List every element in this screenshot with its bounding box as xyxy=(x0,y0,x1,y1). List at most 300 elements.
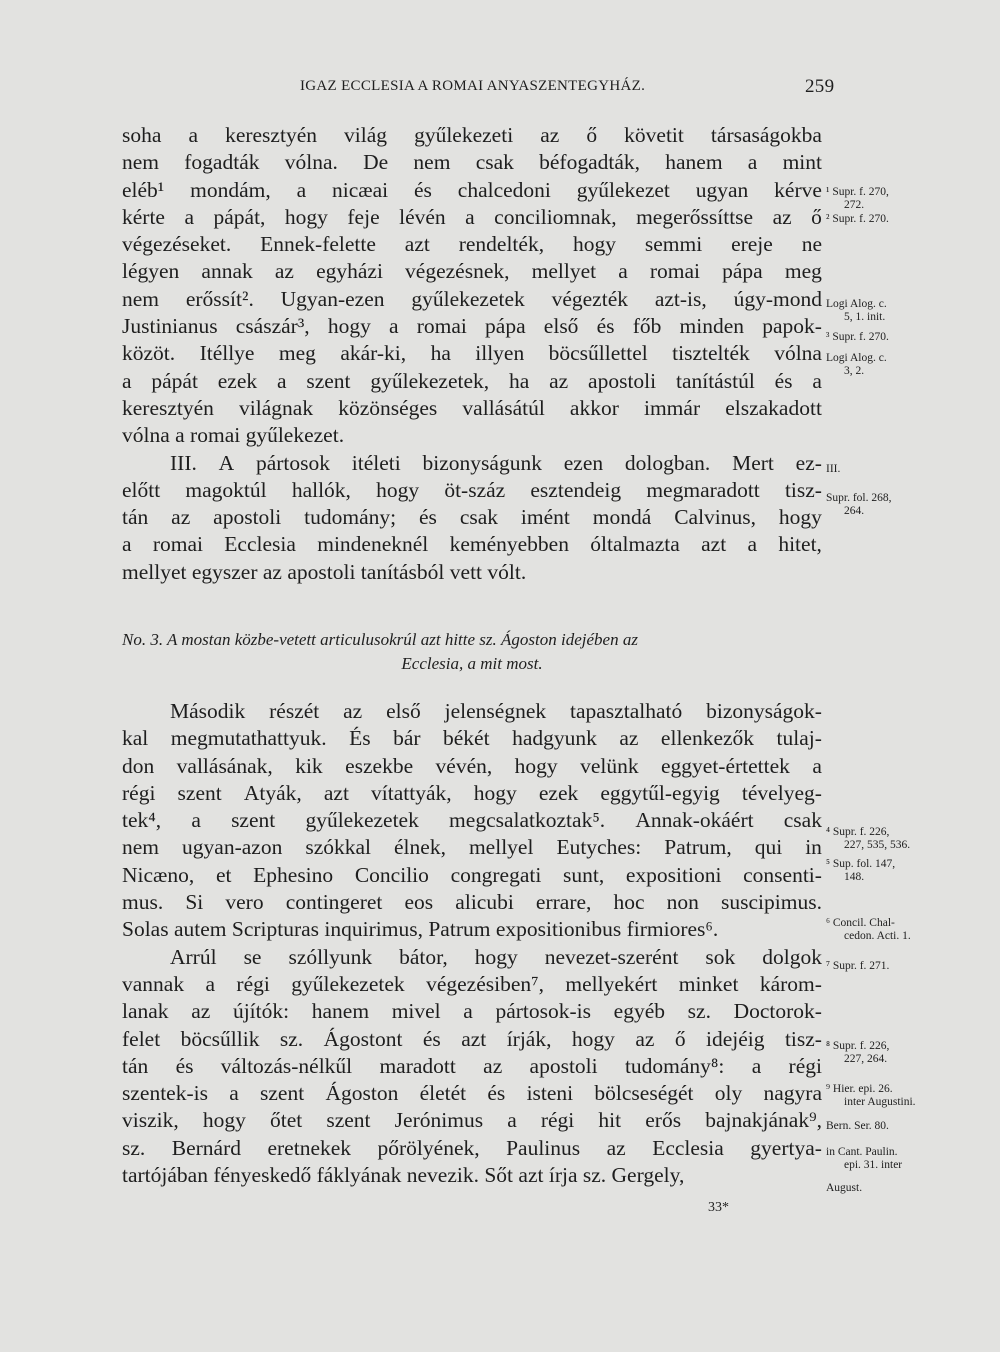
word: Ágoston xyxy=(325,1081,399,1106)
word: tulaj- xyxy=(776,726,822,751)
word: a xyxy=(184,204,194,229)
word: suscipimus. xyxy=(721,890,822,915)
text-line xyxy=(122,944,822,971)
word: imént xyxy=(520,505,570,530)
margin-note-line: III. xyxy=(826,463,841,475)
word: a xyxy=(463,999,473,1024)
word: tisz- xyxy=(784,477,822,502)
word: errare, xyxy=(535,890,592,915)
word: csak xyxy=(783,808,822,833)
word: és xyxy=(422,1026,441,1051)
text-line: vólna a romai gyűlekezet. xyxy=(122,423,345,448)
word: mindeneknél xyxy=(317,532,429,557)
word: gyűlekezetek xyxy=(305,808,419,833)
word: Ephesino xyxy=(253,862,334,887)
word: ugyan xyxy=(695,177,749,202)
text-line: tartójában fényeskedő fáklyának nevezik. Sőt azt írja sz. Gergely, xyxy=(122,1163,685,1188)
word: hogy xyxy=(376,477,420,502)
margin-note-line: 5, 1. init. xyxy=(844,311,886,323)
word: congregati xyxy=(450,862,542,887)
margin-note-line: inter Augustini. xyxy=(844,1096,916,1108)
word: magoktúl xyxy=(185,477,267,502)
word: szent xyxy=(260,1081,305,1106)
word: mondám, xyxy=(190,177,271,202)
word: et xyxy=(215,862,232,887)
word: don xyxy=(122,753,155,778)
word: a xyxy=(812,753,822,778)
word: ereje xyxy=(731,232,773,257)
margin-note-line: 264. xyxy=(844,505,865,517)
word: azt xyxy=(323,780,349,805)
text-line xyxy=(122,531,822,558)
word: megmaradott xyxy=(646,477,760,502)
word: pápát xyxy=(151,368,198,393)
text-line xyxy=(122,834,822,861)
word: a xyxy=(191,808,201,833)
word: hadgyunk xyxy=(512,726,597,751)
word: csak xyxy=(459,505,499,530)
word: gyűlekezetek, xyxy=(370,368,490,393)
word: végezéseket. xyxy=(122,232,232,257)
word: világ xyxy=(344,123,388,147)
word: a xyxy=(747,532,758,557)
word: esztendeig xyxy=(530,477,622,502)
word: böcsűllik xyxy=(180,1026,260,1051)
word: a xyxy=(229,1081,239,1106)
text-line xyxy=(122,286,822,313)
word: Calvinus, xyxy=(674,505,757,530)
margin-note xyxy=(826,917,996,943)
word: conciliomnak, xyxy=(494,204,617,229)
word: vallásának, xyxy=(176,753,273,778)
word: romai xyxy=(152,532,203,557)
word: életét xyxy=(419,1081,467,1106)
text-line xyxy=(122,231,822,258)
word: bajnakjának⁹, xyxy=(705,1108,822,1133)
word: Nicæno, xyxy=(122,862,195,887)
margin-note xyxy=(826,186,996,212)
word: apostoli xyxy=(213,505,282,530)
word: közöt. xyxy=(122,341,176,366)
word: ő xyxy=(811,204,822,229)
word: császár³, xyxy=(235,314,310,339)
word: régi xyxy=(788,1053,822,1078)
margin-note xyxy=(826,1040,996,1066)
word: hit xyxy=(598,1108,622,1133)
word: az xyxy=(191,999,211,1024)
word: velünk xyxy=(580,753,639,778)
word: böcsűllettel xyxy=(548,341,648,366)
word: feje xyxy=(347,204,380,229)
word: vólna. xyxy=(284,150,338,175)
word: tán xyxy=(122,1053,149,1078)
word: hoc xyxy=(613,890,645,915)
margin-note-line: Supr. fol. 268, xyxy=(826,492,892,504)
word: hogy xyxy=(514,753,558,778)
text-line xyxy=(122,971,822,998)
word: légyen xyxy=(122,259,180,284)
word: papok- xyxy=(762,314,822,339)
word: rendelték, xyxy=(458,232,545,257)
word: pártosok-is xyxy=(495,999,592,1024)
word: bátor, xyxy=(399,944,448,969)
word: mellyet xyxy=(531,259,597,284)
word: vítattyák, xyxy=(371,780,452,805)
text-line xyxy=(122,313,822,340)
margin-note xyxy=(826,213,996,226)
margin-note-line: 272. xyxy=(844,199,865,211)
word: III. xyxy=(170,450,197,475)
word: Eutyches: xyxy=(556,835,642,860)
word: mus. xyxy=(122,890,164,915)
word: megmutathattyuk. xyxy=(170,726,327,751)
word: és xyxy=(487,1081,506,1106)
word: megerőssíttse xyxy=(636,204,754,229)
word: Bernárd xyxy=(171,1135,242,1160)
word: gyűlekezetek xyxy=(291,971,405,996)
word: romai xyxy=(416,314,467,339)
word: és xyxy=(774,368,793,393)
word: szent xyxy=(326,1108,371,1133)
word: non xyxy=(666,890,699,915)
margin-note-line: ⁹ Hier. epi. 26. xyxy=(826,1083,893,1095)
word: az xyxy=(549,368,569,393)
section-caption xyxy=(122,628,822,676)
word: De xyxy=(363,150,389,175)
margin-note-line: 148. xyxy=(844,871,865,883)
word: Jerónimus xyxy=(394,1108,484,1133)
word: hogy xyxy=(778,505,822,530)
word: vólna xyxy=(774,341,822,366)
word: idejéig xyxy=(706,1026,765,1051)
word: előtt xyxy=(122,477,161,502)
word: az xyxy=(772,204,792,229)
word: egyházi xyxy=(316,259,383,284)
word: végezésnek, xyxy=(405,259,510,284)
word: consenti- xyxy=(743,862,822,887)
word: qui xyxy=(754,835,783,860)
word: tisz- xyxy=(784,1026,822,1051)
word: a xyxy=(388,314,399,339)
word: eggyet-értettek xyxy=(661,753,790,778)
word: bizonyságunk xyxy=(422,450,542,475)
word: tanítástúl xyxy=(675,368,755,393)
word: szent xyxy=(306,368,351,393)
margin-note-line: 3, 2. xyxy=(844,365,865,377)
text-line xyxy=(122,258,822,285)
word: ezek xyxy=(538,780,579,805)
word: gyertya- xyxy=(750,1135,822,1160)
word: ha xyxy=(430,341,451,366)
word: követit xyxy=(624,123,684,147)
word: Paulinus xyxy=(506,1135,581,1160)
word: ellenkezők xyxy=(660,726,755,751)
word: azt xyxy=(404,232,430,257)
word: mint xyxy=(782,150,822,175)
word: vévén, xyxy=(435,753,493,778)
word: társaságokba xyxy=(710,123,822,147)
word: és xyxy=(414,177,432,202)
word: alicubi xyxy=(455,890,514,915)
word: békét xyxy=(443,726,490,751)
word: első xyxy=(543,314,579,339)
text-line xyxy=(122,340,822,367)
word: hogy xyxy=(474,944,518,969)
word: az xyxy=(635,1026,655,1051)
word: a xyxy=(751,1053,762,1078)
margin-note-line: ² Supr. f. 270. xyxy=(826,213,889,225)
word: a xyxy=(465,204,475,229)
word: eretnekek xyxy=(267,1135,352,1160)
text-line xyxy=(122,395,822,422)
word: minket xyxy=(678,971,739,996)
word: csak xyxy=(475,150,514,175)
word: óltalmazta xyxy=(590,532,680,557)
word: erős xyxy=(645,1108,682,1133)
word: hogy xyxy=(473,780,517,805)
margin-note-line: ⁷ Supr. f. 271. xyxy=(826,960,890,972)
word: az xyxy=(540,123,560,147)
margin-note xyxy=(826,1120,996,1133)
word: sunt, xyxy=(563,862,605,887)
word: sz. xyxy=(687,999,711,1024)
margin-note xyxy=(826,960,996,973)
word: a xyxy=(276,368,287,393)
margin-note-line: ⁸ Supr. f. 226, xyxy=(826,1040,890,1052)
text-line xyxy=(122,753,822,780)
word: dolgok xyxy=(762,944,822,969)
word: az xyxy=(171,505,191,530)
word: isteni xyxy=(526,1081,574,1106)
text-line xyxy=(122,1080,822,1107)
word: a xyxy=(122,368,132,393)
word: károm- xyxy=(759,971,822,996)
word: Justinianus xyxy=(122,314,218,339)
text-line xyxy=(122,807,822,834)
word: kal xyxy=(122,726,149,751)
word: contingeret xyxy=(285,890,383,915)
word: bölcseségét xyxy=(594,1081,694,1106)
word: hogy xyxy=(327,314,371,339)
text-line xyxy=(122,204,822,231)
word: a xyxy=(122,532,132,557)
word: ne xyxy=(801,232,822,257)
word: szent xyxy=(231,808,276,833)
word: megcsalatkoztak⁵. xyxy=(449,808,606,833)
word: A xyxy=(218,450,235,475)
margin-note xyxy=(826,858,996,884)
word: És xyxy=(349,726,371,751)
word: meg xyxy=(278,341,316,366)
word: egyéb xyxy=(613,999,666,1024)
word: hogy xyxy=(572,232,616,257)
word: meg xyxy=(784,259,822,284)
word: szent xyxy=(177,780,222,805)
word: a xyxy=(296,177,307,202)
word: az xyxy=(619,726,639,751)
margin-note xyxy=(826,492,996,518)
word: keresztyén xyxy=(122,395,214,420)
word: hogy xyxy=(571,1026,615,1051)
word: pápa xyxy=(722,259,763,284)
word: apostoli xyxy=(588,368,657,393)
word: és xyxy=(419,505,437,530)
word: oly xyxy=(714,1081,743,1106)
word: eszekbe xyxy=(345,753,414,778)
word: írják, xyxy=(506,1026,552,1051)
margin-note xyxy=(826,352,996,378)
word: azt-is, xyxy=(654,286,707,311)
word: akár-ki, xyxy=(340,341,407,366)
word: mellyekért xyxy=(565,971,658,996)
word: ő xyxy=(674,1026,686,1051)
word: vannak xyxy=(122,971,185,996)
margin-note-line: in Cant. Paulin. xyxy=(826,1146,898,1158)
word: vallásátúl xyxy=(462,395,545,420)
word: nem xyxy=(413,150,451,175)
word: minden xyxy=(679,314,745,339)
word: kik xyxy=(295,753,323,778)
margin-note-line: ⁴ Supr. f. 226, xyxy=(826,826,890,838)
word: változás-nélkűl xyxy=(220,1053,353,1078)
margin-note xyxy=(826,1146,996,1172)
word: nem xyxy=(122,835,160,860)
word: ezek xyxy=(217,368,258,393)
word: újítók: xyxy=(232,999,290,1024)
margin-note-line: ⁶ Concil. Chal- xyxy=(826,917,895,929)
margin-note-line: ⁵ Sup. fol. 147, xyxy=(826,858,896,870)
word: hitet, xyxy=(778,532,822,557)
word: szókkal xyxy=(305,835,372,860)
word: a xyxy=(812,368,822,393)
word: őtet xyxy=(269,1108,303,1133)
word: eos xyxy=(404,890,434,915)
word: és xyxy=(596,314,615,339)
word: világnak xyxy=(239,395,314,420)
word: a xyxy=(188,123,199,147)
margin-note xyxy=(826,1083,996,1109)
word: régi xyxy=(122,780,156,805)
text-line xyxy=(122,149,822,176)
section-two-text xyxy=(122,698,822,1189)
word: hogy xyxy=(202,1108,246,1133)
word: Ágostont xyxy=(323,1026,403,1051)
word: lévén xyxy=(399,204,446,229)
word: sok xyxy=(705,944,736,969)
section-one-text xyxy=(122,122,822,586)
word: ez- xyxy=(795,450,822,475)
margin-note-line: ¹ Supr. f. 270, xyxy=(826,186,889,198)
word: Atyák, xyxy=(243,780,302,805)
word: ugyan-azon xyxy=(182,835,283,860)
word: chalcedoni xyxy=(457,177,551,202)
word: maradott xyxy=(379,1053,456,1078)
word: régi xyxy=(236,971,270,996)
word: közönséges xyxy=(338,395,438,420)
word: tudomány; xyxy=(304,505,397,530)
word: végezték xyxy=(551,286,628,311)
text-line xyxy=(122,698,822,725)
word: Concilio xyxy=(354,862,429,887)
text-line xyxy=(122,725,822,752)
text-line: mellyet egyszer az apostoli tanításból vett vólt. xyxy=(122,559,527,584)
signature-mark: 33* xyxy=(708,1200,729,1215)
word: pőrölyének, xyxy=(377,1135,480,1160)
word: ha xyxy=(509,368,530,393)
word: a xyxy=(747,150,758,175)
text-line xyxy=(122,1026,822,1053)
margin-note-line: August. xyxy=(826,1182,863,1194)
word: felet xyxy=(122,1026,161,1051)
word: részét xyxy=(269,699,320,723)
word: öt-száz xyxy=(444,477,506,502)
word: erőssít². xyxy=(185,286,254,311)
text-line: Solas autem Scripturas inquirimus, Patrum expositionibus firmiores⁶. xyxy=(122,917,719,942)
word: első xyxy=(386,699,421,723)
word: az xyxy=(606,1135,626,1160)
word: vero xyxy=(225,890,264,915)
word: tán xyxy=(122,505,149,530)
text-line xyxy=(122,862,822,889)
word: hallók, xyxy=(291,477,351,502)
word: nem xyxy=(122,150,160,175)
word: apostoli xyxy=(529,1053,598,1078)
word: szóllyunk xyxy=(288,944,373,969)
text-line xyxy=(122,368,822,395)
caption-line-2: Ecclesia, a mit most. xyxy=(401,654,543,673)
word: azt xyxy=(461,1026,487,1051)
word: nem xyxy=(122,286,160,311)
word: az xyxy=(274,259,294,284)
word: tudomány⁸: xyxy=(624,1053,725,1078)
word: kérve xyxy=(774,177,822,202)
word: gyűlekezeti xyxy=(414,123,514,147)
word: eléb¹ xyxy=(122,177,165,202)
margin-note xyxy=(826,331,996,344)
word: tek⁴, xyxy=(122,808,162,833)
word: hanem xyxy=(311,999,370,1024)
word: élnek, xyxy=(394,835,446,860)
word: a xyxy=(205,971,216,996)
margin-note-line: Logi Alog. c. xyxy=(826,298,887,310)
word: dologban. xyxy=(624,450,711,475)
margin-note-line: 227, 264. xyxy=(844,1053,888,1065)
word: azt xyxy=(701,532,727,557)
word: tapasztalható xyxy=(570,699,683,723)
word: Ennek-felette xyxy=(260,232,376,257)
word: hogy xyxy=(284,204,328,229)
word: ezen xyxy=(563,450,604,475)
margin-note xyxy=(826,298,996,324)
word: hanem xyxy=(665,150,723,175)
word: béfogadták, xyxy=(539,150,641,175)
word: Doctorok- xyxy=(733,999,822,1024)
word: Második xyxy=(170,699,246,723)
word: a xyxy=(618,259,628,284)
margin-note-line: epi. 31. inter xyxy=(844,1159,903,1171)
word: akkor xyxy=(569,395,619,420)
word: itéleti xyxy=(351,450,401,475)
text-line xyxy=(122,1135,822,1162)
word: bár xyxy=(393,726,421,751)
margin-note xyxy=(826,826,996,852)
word: lanak xyxy=(122,999,169,1024)
word: mellyel xyxy=(468,835,534,860)
caption-line-1: No. 3. A mostan közbe-vetett articulusokrúl azt hitte sz. Ágoston idejében az xyxy=(122,630,638,649)
word: Si xyxy=(185,890,204,915)
text-line xyxy=(122,122,822,149)
word: úgy-mond xyxy=(733,286,822,311)
